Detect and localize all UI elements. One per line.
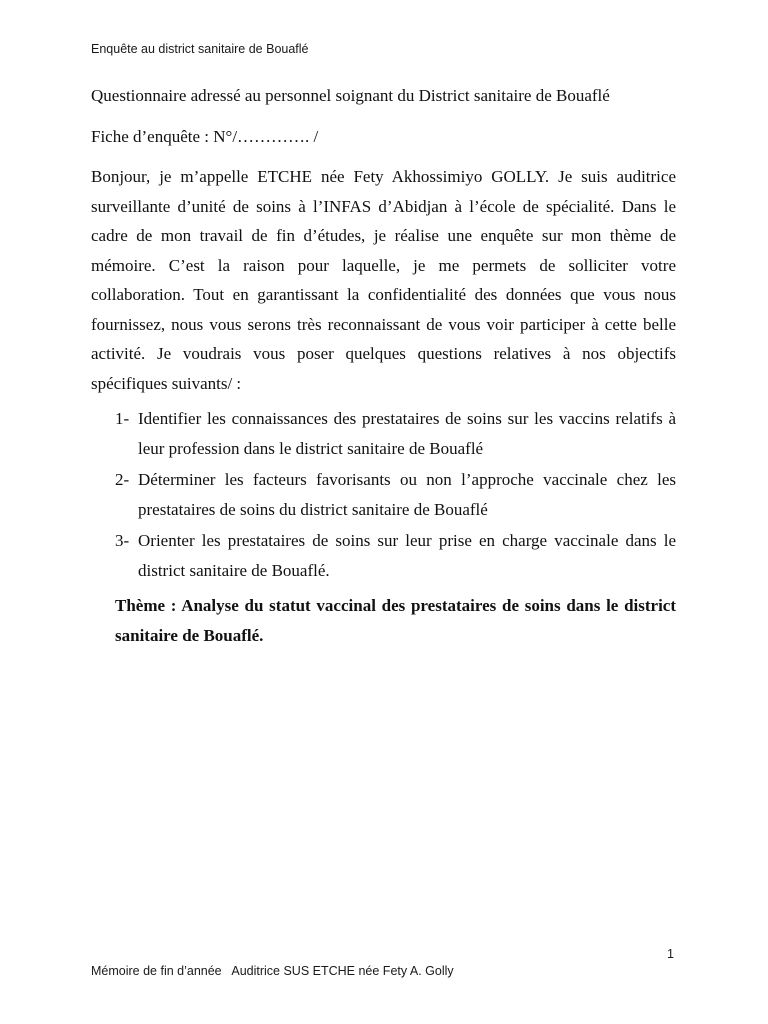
objective-text: Identifier les connaissances des prestataires de soins sur les vaccins relatifs à leur profession dans le district sanitaire de Bouaflé [138, 409, 676, 458]
objectives-list [91, 404, 676, 587]
page-footer: Mémoire de fin d’année Auditrice SUS ETCHE née Fety A. Golly [91, 964, 454, 978]
objective-number: 3- [115, 531, 130, 550]
objective-number: 1- [115, 409, 130, 428]
objective-number: 2- [115, 470, 130, 489]
survey-form-number: Fiche d’enquête : N°/…………. / [91, 127, 319, 146]
theme-statement: Thème : Analyse du statut vaccinal des prestataires de soins dans le district sanitaire de Bouaflé. [115, 596, 676, 645]
objective-item-2 [91, 465, 676, 525]
page-header: Enquête au district sanitaire de Bouaflé [91, 42, 309, 56]
objective-text: Déterminer les facteurs favorisants ou non l’approche vaccinale chez les prestataires de soins du district sanitaire de Bouaflé [138, 470, 676, 519]
questionnaire-title: Questionnaire adressé au personnel soignant du District sanitaire de Bouaflé [91, 86, 610, 105]
objective-text: Orienter les prestataires de soins sur leur prise en charge vaccinale dans le district sanitaire de Bouaflé. [138, 531, 676, 580]
intro-paragraph: Bonjour, je m’appelle ETCHE née Fety Akhossimiyo GOLLY. Je suis auditrice surveillante d’unité de soins à l’INFAS d’Abidjan à l’école de spécialité. Dans le cadre de mon travail de fin d’études, je réalise une enquête sur mon thème de mémoire. C’est la raison pour laquelle, je me permets de solliciter votre collaboration. Tout en garantissant la confidentialité des données que vous nous fournissez, nous vous serons très reconnaissant de vous voir participer à cette belle activité. Je voudrais vous poser quelques questions relatives à nos objectifs spécifiques suivants/ : [91, 167, 676, 393]
page-number: 1 [667, 947, 674, 961]
objective-item-1 [91, 404, 676, 464]
objective-item-3 [91, 526, 676, 586]
